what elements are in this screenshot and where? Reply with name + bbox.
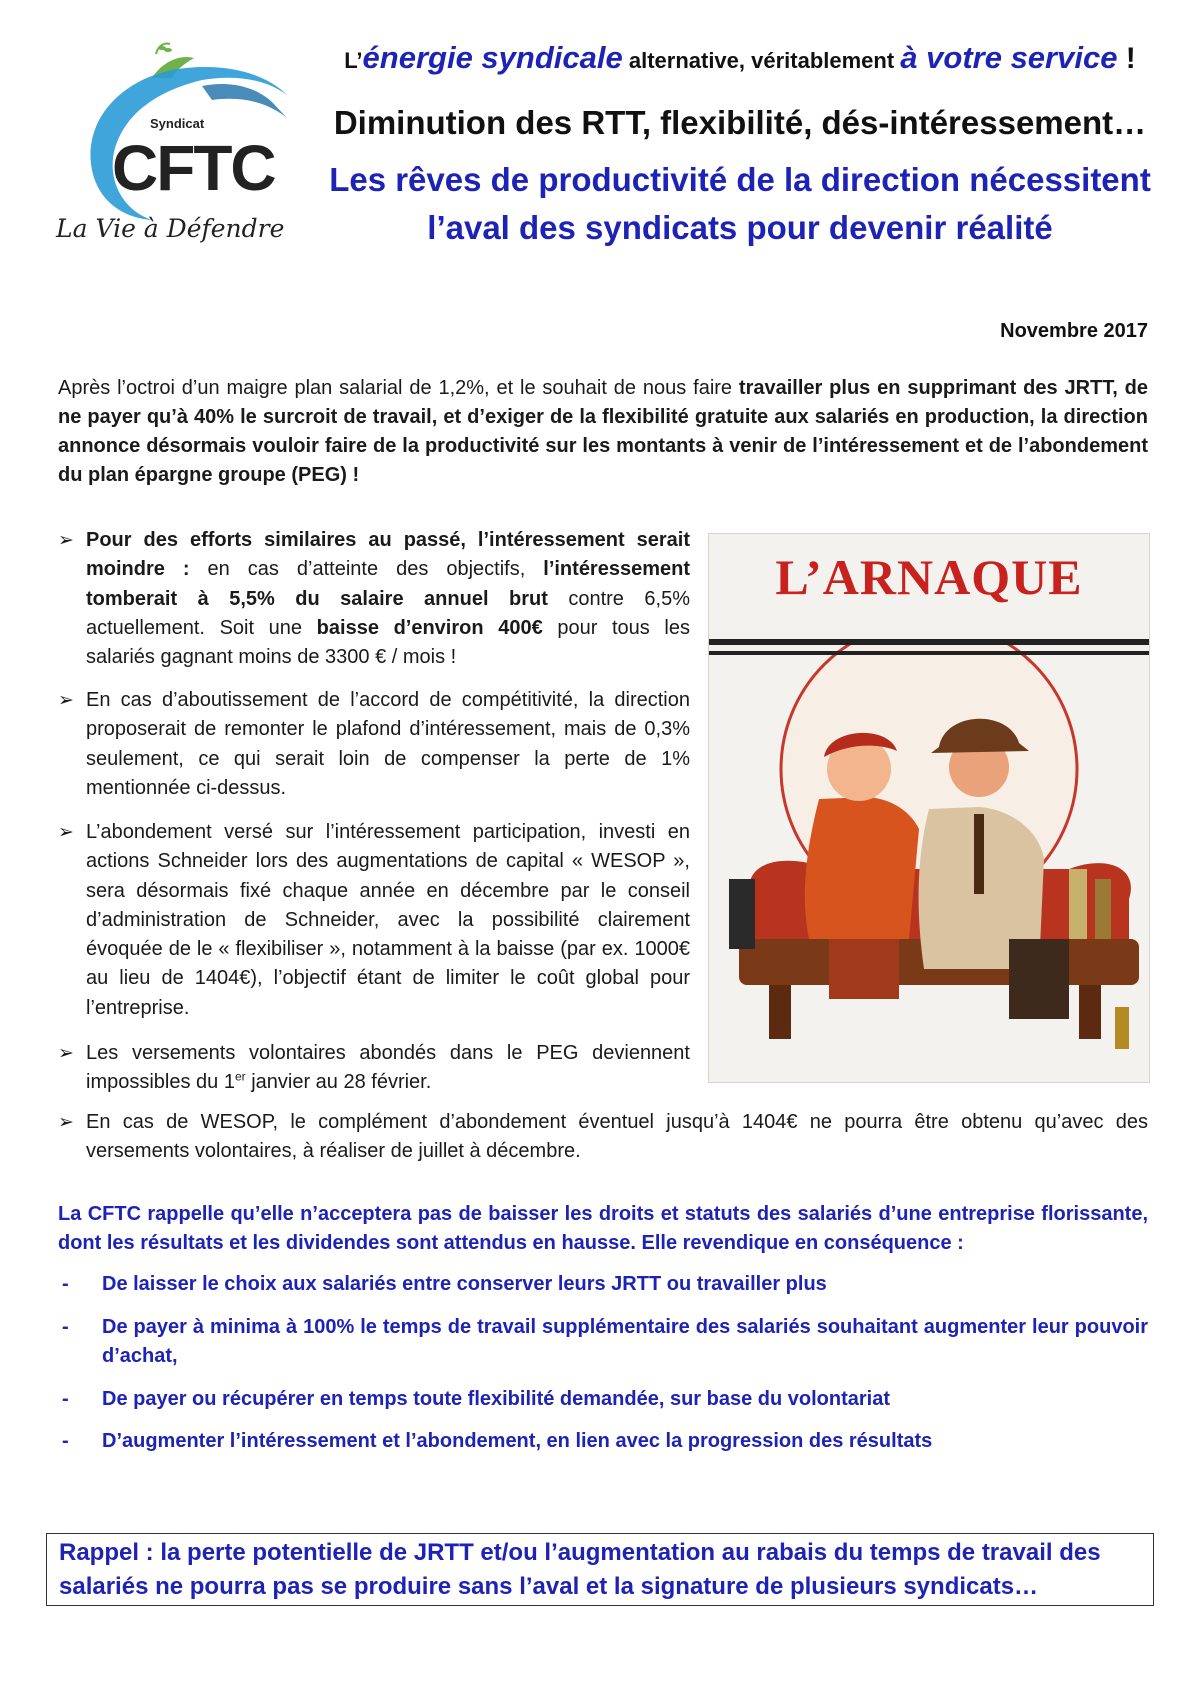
slogan-service: à votre service: [900, 40, 1118, 75]
bullet-1-bold-3: baisse d’environ 400€: [316, 616, 543, 639]
bullet-1-text-2: contre 6,5% actuellement. Soit une: [86, 587, 690, 639]
poster-stripe: [709, 651, 1149, 655]
claim-text: De payer ou récupérer en temps toute flexibilité demandée, sur base du volontariat: [102, 1388, 890, 1410]
intro-text: Après l’octroi d’un maigre plan salarial de 1,2%, et le souhait de nous faire: [58, 377, 739, 399]
bullet-item: [58, 686, 690, 803]
bullet-item: [58, 1108, 1148, 1167]
reminder-box: Rappel : la perte potentielle de JRTT et/ou l’augmentation au rabais du temps de travail des salariés ne pourra pas se produire sans l’aval et la signature de plusieurs syndicats…: [46, 1533, 1154, 1606]
claim-item: [58, 1313, 1148, 1371]
claim-item: [58, 1427, 1148, 1456]
cftc-logo-graphic: [52, 40, 312, 255]
poster-title: L’ARNAQUE: [775, 549, 1083, 605]
dash-bullet: -: [62, 1273, 69, 1295]
title-line-1: Diminution des RTT, flexibilité, dés-intéressement…: [333, 104, 1147, 141]
logo-tagline: La Vie à Défendre: [56, 214, 285, 243]
movie-poster: [708, 533, 1150, 1083]
slogan-part1: L’: [344, 48, 363, 73]
bullet-4-sup: er: [234, 1069, 246, 1084]
bullet-1-text-1: en cas d’atteinte des objectifs,: [189, 558, 544, 581]
claim-item: [58, 1385, 1148, 1414]
logo-syndicat-text: Syndicat: [150, 116, 205, 131]
claim-text: De payer à minima à 100% le temps de travail supplémentaire des salariés souhaitant augmenter leur pouvoir d’achat,: [102, 1316, 1148, 1367]
slogan-part3: alternative, véritablement: [622, 48, 901, 73]
intro-paragraph: [58, 374, 1148, 490]
bullet-1-text-3: pour tous les salariés gagnant moins de 3300 € / mois !: [86, 616, 690, 669]
document-date: Novembre 2017: [1000, 320, 1148, 342]
bullet-4-text-1: Les versements volontaires abondés dans le PEG deviennent impossibles du 1: [86, 1042, 690, 1094]
bullet-1-bold-1: Pour des efforts similaires au passé, l’intéressement serait moindre :: [86, 529, 690, 581]
bullet-5-text: En cas de WESOP, le complément d’abondement éventuel jusqu’à 1404€ ne pourra être obtenu qu’avec des versements volontaires, à réaliser de juillet à décembre.: [86, 1111, 1148, 1163]
arrow-bullet-icon: ➢: [58, 690, 74, 711]
oscar-statuette-icon: [1115, 1007, 1129, 1049]
poster-phone: [729, 879, 755, 949]
dash-bullet: -: [62, 1430, 69, 1452]
claims-intro: La CFTC rappelle qu’elle n’acceptera pas de baisser les droits et statuts des salariés d’une entreprise florissante, dont les résultats et les dividendes sont attendus en hausse. Elle revendique en conséquence :: [58, 1203, 1148, 1254]
title-line-2: Les rêves de productivité de la direction nécessitent: [329, 161, 1151, 198]
poster-stripe: [709, 639, 1149, 645]
slogan: [300, 40, 1180, 76]
bullet-item: [58, 526, 690, 672]
claim-text: D’augmenter l’intéressement et l’abondement, en lien avec la progression des résultats: [102, 1430, 933, 1452]
title-line-3: l’aval des syndicats pour devenir réalité: [427, 209, 1053, 246]
slogan-exclamation: !: [1117, 42, 1136, 75]
bullet-1-bold-2: l’intéressement tomberait à 5,5% du salaire annuel brut: [86, 558, 690, 610]
bullet-item: [58, 1039, 690, 1098]
poster-illustration: [709, 639, 1149, 1059]
slogan-energie: énergie syndicale: [362, 40, 623, 75]
logo-cftc-text: CFTC: [112, 132, 275, 204]
dash-bullet: -: [62, 1316, 69, 1338]
claim-text: De laisser le choix aux salariés entre conserver leurs JRTT ou travailler plus: [102, 1273, 827, 1295]
arrow-bullet-icon: ➢: [58, 530, 74, 551]
cftc-logo: [52, 40, 312, 255]
dash-bullet: -: [62, 1388, 69, 1410]
bullet-item: [58, 818, 690, 1023]
poster-bottle: [1095, 879, 1111, 939]
arrow-bullet-icon: ➢: [58, 822, 74, 843]
title-blue: [300, 156, 1180, 252]
poster-bottle: [1069, 869, 1087, 939]
bullet-3-text: L’abondement versé sur l’intéressement participation, investi en actions Schneider lors des augmentations de capital « WESOP », sera désormais fixé chaque année en décembre par le conseil d’administration de Schneider, avec la possibilité clairement évoquée de le « flexibiliser », notamment à la baisse (par ex. 1000€ au lieu de 1404€), l’objectif étant de limiter le coût global pour l’entreprise.: [86, 821, 690, 1019]
claim-item: [58, 1270, 1148, 1299]
bullet-4-text-2: janvier au 28 février.: [245, 1071, 432, 1094]
bullet-2-text: En cas d’aboutissement de l’accord de compétitivité, la direction proposerait de remonter le plafond d’intéressement, mais de 0,3% seulement, ce qui serait loin de compenser la perte de 1% mentionnée ci-dessus.: [86, 689, 690, 799]
arrow-bullet-icon: ➢: [58, 1112, 74, 1133]
intro-bold: travailler plus en supprimant des JRTT, de ne payer qu’à 40% le surcroit de travail, et d’exiger de la flexibilité gratuite aux salariés en production, la direction annonce désormais vouloir faire de la productivité sur les montants à venir de l’intéressement et de l’abondement du plan épargne groupe (PEG) !: [58, 377, 1148, 486]
arrow-bullet-icon: ➢: [58, 1043, 74, 1064]
